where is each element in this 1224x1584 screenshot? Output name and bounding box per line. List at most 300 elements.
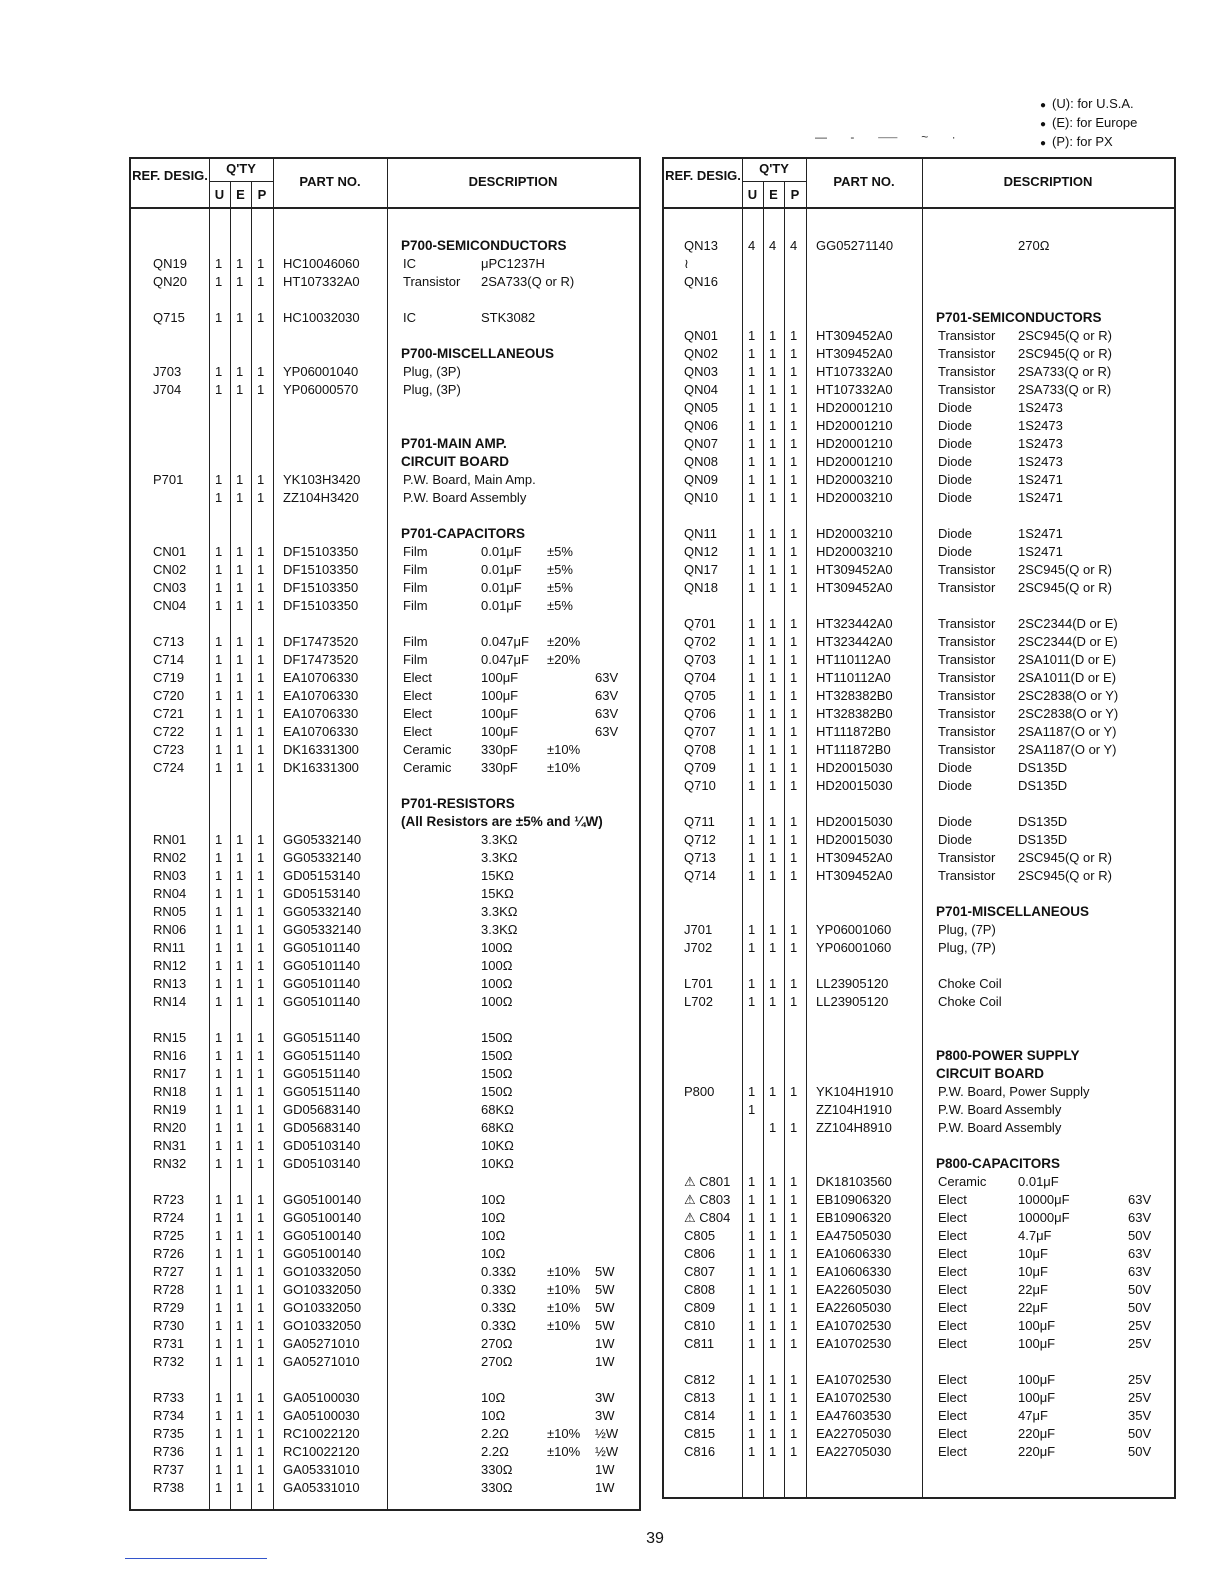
desc-type: Film <box>403 544 428 559</box>
qty-u: 1 <box>215 544 223 559</box>
ref-desig: RN18 <box>153 1084 187 1099</box>
ref-desig: R728 <box>153 1282 185 1297</box>
desc-type: Diode <box>938 490 972 505</box>
part-number: DF15103350 <box>283 598 359 613</box>
desc-value: 0.01μF <box>481 598 522 613</box>
qty-u: 1 <box>215 922 223 937</box>
ref-desig: C816 <box>684 1444 716 1459</box>
part-number: GG05271140 <box>816 238 894 253</box>
qty-p: 1 <box>257 274 265 289</box>
part-number: GG05332140 <box>283 922 362 937</box>
ref-desig: C814 <box>684 1408 716 1423</box>
desc-value: 1S2471 <box>1018 544 1063 559</box>
qty-p: 1 <box>790 1336 798 1351</box>
qty-e: 1 <box>236 886 244 901</box>
table-row <box>664 1245 1174 1263</box>
desc-value: 150Ω <box>481 1030 513 1045</box>
ref-desig: C805 <box>684 1228 716 1243</box>
qty-u: 1 <box>215 1084 223 1099</box>
desc-rating: 63V <box>1128 1264 1152 1279</box>
ref-desig: CN04 <box>153 598 187 613</box>
desc-type: Ceramic <box>403 742 452 757</box>
desc-type: Elect <box>403 706 432 721</box>
qty-u: 1 <box>215 958 223 973</box>
qty-p: 1 <box>257 634 265 649</box>
qty-p: 1 <box>257 1336 265 1351</box>
part-number: GG05151140 <box>283 1084 361 1099</box>
ref-desig: R737 <box>153 1462 185 1477</box>
part-number: GG05100140 <box>283 1246 362 1261</box>
desc-type: Plug, (7P) <box>938 940 996 955</box>
table-row <box>131 579 639 597</box>
qty-p: 1 <box>257 256 265 271</box>
qty-e: 1 <box>236 1354 244 1369</box>
desc-value: 2SC2838(O or Y) <box>1018 706 1119 721</box>
desc-value: 2SC2838(O or Y) <box>1018 688 1119 703</box>
qty-e: 1 <box>769 1318 777 1333</box>
desc-value: 68KΩ <box>481 1102 514 1117</box>
table-row <box>664 1083 1174 1101</box>
qty-u: 1 <box>215 1120 223 1135</box>
qty-e: 1 <box>769 706 777 721</box>
qty-e: 1 <box>236 490 244 505</box>
part-number: ZZ104H3420 <box>283 490 359 505</box>
part-number: HT107332A0 <box>816 382 893 397</box>
desc-value: 10000μF <box>1018 1192 1070 1207</box>
qty-p: 1 <box>790 1282 798 1297</box>
qty-p: 1 <box>257 1480 265 1495</box>
table-row <box>664 543 1174 561</box>
qty-e: 1 <box>236 742 244 757</box>
section-heading: P700-SEMICONDUCTORS <box>401 238 567 253</box>
table-row <box>131 471 639 489</box>
qty-p: 1 <box>257 598 265 613</box>
ref-desig: C713 <box>153 634 185 649</box>
part-number: EA10702530 <box>816 1336 892 1351</box>
qty-p: 1 <box>257 886 265 901</box>
desc-type: Transistor <box>938 724 996 739</box>
desc-type: Diode <box>938 526 972 541</box>
part-number: GA05271010 <box>283 1336 360 1351</box>
qty-p: 1 <box>257 1300 265 1315</box>
qty-u: 1 <box>215 850 223 865</box>
qty-u: 1 <box>748 1408 756 1423</box>
qty-e: 1 <box>769 742 777 757</box>
ref-desig: C724 <box>153 760 185 775</box>
qty-e: 1 <box>236 1408 244 1423</box>
part-number: EB10906320 <box>816 1210 892 1225</box>
table-row <box>664 453 1174 471</box>
table-row <box>664 723 1174 741</box>
qty-e: 1 <box>769 616 777 631</box>
part-number: GD05153140 <box>283 868 361 883</box>
table-row <box>664 525 1174 543</box>
qty-u: 1 <box>748 940 756 955</box>
qty-p: 1 <box>790 346 798 361</box>
qty-u: 1 <box>748 544 756 559</box>
table-row <box>664 381 1174 399</box>
qty-u: 1 <box>215 490 223 505</box>
table-row <box>131 687 639 705</box>
desc-type: Film <box>403 580 428 595</box>
qty-u: 1 <box>215 1444 223 1459</box>
qty-e: 1 <box>236 274 244 289</box>
qty-u: 1 <box>215 1462 223 1477</box>
table-row <box>664 489 1174 507</box>
table-row <box>664 1227 1174 1245</box>
qty-e: 1 <box>769 1246 777 1261</box>
qty-p: 1 <box>790 544 798 559</box>
qty-p: 1 <box>790 1120 798 1135</box>
part-number: EB10906320 <box>816 1192 892 1207</box>
qty-p: 1 <box>257 724 265 739</box>
table-row <box>131 1209 639 1227</box>
ref-desig: C808 <box>684 1282 716 1297</box>
desc-value: 0.047μF <box>481 652 529 667</box>
qty-p: 1 <box>257 1084 265 1099</box>
part-number: HT323442A0 <box>816 616 893 631</box>
ref-desig: QN19 <box>153 256 187 271</box>
parts-table-left <box>129 157 641 1511</box>
desc-value: 100μF <box>1018 1336 1056 1351</box>
qty-p: 1 <box>257 976 265 991</box>
table-row <box>131 1119 639 1137</box>
qty-e: 1 <box>236 544 244 559</box>
qty-u: 1 <box>215 832 223 847</box>
ref-desig: J702 <box>684 940 713 955</box>
qty-u: 1 <box>748 1372 756 1387</box>
qty-u: 1 <box>215 742 223 757</box>
ref-desig: RN14 <box>153 994 187 1009</box>
desc-type: Diode <box>938 400 972 415</box>
desc-type: Film <box>403 598 428 613</box>
qty-u: 1 <box>748 490 756 505</box>
ref-desig: ⚠ C804 <box>684 1210 731 1225</box>
table-row <box>131 975 639 993</box>
ref-desig: QN05 <box>684 400 718 415</box>
ref-desig: QN01 <box>684 328 718 343</box>
ref-desig: Q712 <box>684 832 716 847</box>
qty-p: 1 <box>790 1246 798 1261</box>
qty-e: 1 <box>236 1102 244 1117</box>
qty-e: 1 <box>769 544 777 559</box>
qty-e: 1 <box>236 1480 244 1495</box>
desc-value: 10Ω <box>481 1246 506 1261</box>
header-description: DESCRIPTION <box>1003 174 1093 189</box>
table-row <box>664 255 1174 273</box>
qty-p: 1 <box>790 418 798 433</box>
desc-tolerance: ±10% <box>547 1318 581 1333</box>
desc-value: 2SC945(Q or R) <box>1018 850 1112 865</box>
table-row <box>131 1353 639 1371</box>
qty-p: 1 <box>257 544 265 559</box>
qty-u: 1 <box>748 706 756 721</box>
desc-value: 0.01μF <box>1018 1174 1059 1189</box>
ref-desig: J701 <box>684 922 713 937</box>
table-row <box>131 1425 639 1443</box>
desc-value: 100μF <box>481 688 519 703</box>
ref-desig: Q710 <box>684 778 716 793</box>
qty-e: 1 <box>769 778 777 793</box>
qty-e: 1 <box>769 436 777 451</box>
section-heading: P800-POWER SUPPLY <box>936 1048 1080 1063</box>
desc-rating: 35V <box>1128 1408 1152 1423</box>
qty-u: 1 <box>748 994 756 1009</box>
qty-e: 1 <box>769 454 777 469</box>
qty-p: 1 <box>257 364 265 379</box>
desc-rating: 1W <box>595 1480 615 1495</box>
table-row <box>664 831 1174 849</box>
qty-e: 1 <box>236 706 244 721</box>
desc-value: 270Ω <box>481 1354 513 1369</box>
ref-desig: J703 <box>153 364 182 379</box>
part-number: EA10702530 <box>816 1318 892 1333</box>
qty-e: 1 <box>769 1174 777 1189</box>
qty-e: 1 <box>236 364 244 379</box>
desc-rating: ½W <box>595 1426 619 1441</box>
qty-u: 1 <box>748 418 756 433</box>
desc-value: 0.047μF <box>481 634 529 649</box>
part-number: HT111872B0 <box>816 742 891 757</box>
qty-u: 1 <box>215 1408 223 1423</box>
desc-type: Transistor <box>938 652 996 667</box>
desc-type: Diode <box>938 436 972 451</box>
qty-e: 1 <box>769 526 777 541</box>
desc-type: Transistor <box>938 328 996 343</box>
table-row <box>131 1335 639 1353</box>
desc-value: STK3082 <box>481 310 536 325</box>
part-number: HD20015030 <box>816 832 893 847</box>
desc-tolerance: ±10% <box>547 1444 581 1459</box>
desc-value: 10Ω <box>481 1228 506 1243</box>
qty-u: 1 <box>748 616 756 631</box>
desc-type: P.W. Board Assembly <box>403 490 527 505</box>
table-row <box>664 1191 1174 1209</box>
table-row <box>664 417 1174 435</box>
desc-value: 100μF <box>1018 1372 1056 1387</box>
desc-rating: 25V <box>1128 1336 1152 1351</box>
table-row <box>131 381 639 399</box>
ref-desig: ≀ <box>684 256 689 271</box>
qty-e: 1 <box>769 1372 777 1387</box>
qty-u: 1 <box>748 562 756 577</box>
qty-u: 1 <box>748 1282 756 1297</box>
desc-value: 220μF <box>1018 1426 1056 1441</box>
part-number: HD20015030 <box>816 760 893 775</box>
desc-value: 0.01μF <box>481 580 522 595</box>
part-number: HT328382B0 <box>816 706 893 721</box>
part-number: HT107332A0 <box>816 364 893 379</box>
region-legend <box>1040 95 1137 152</box>
qty-p: 1 <box>257 1138 265 1153</box>
qty-e: 1 <box>236 598 244 613</box>
qty-p: 1 <box>257 382 265 397</box>
table-row <box>664 363 1174 381</box>
table-row <box>131 1227 639 1245</box>
desc-rating: 63V <box>1128 1210 1152 1225</box>
desc-value: 2.2Ω <box>481 1444 509 1459</box>
part-number: DF17473520 <box>283 634 359 649</box>
desc-rating: 50V <box>1128 1228 1152 1243</box>
part-number: HD20015030 <box>816 814 893 829</box>
ref-desig: Q707 <box>684 724 716 739</box>
qty-e: 1 <box>236 1048 244 1063</box>
desc-type: Elect <box>403 724 432 739</box>
desc-value: 150Ω <box>481 1066 513 1081</box>
qty-u: 1 <box>215 310 223 325</box>
qty-p: 1 <box>790 1372 798 1387</box>
qty-u: 1 <box>748 1210 756 1225</box>
qty-e: 1 <box>236 670 244 685</box>
part-number: HT110112A0 <box>816 652 891 667</box>
part-number: GA05331010 <box>283 1462 360 1477</box>
desc-value: 330Ω <box>481 1462 513 1477</box>
ref-desig: CN03 <box>153 580 187 595</box>
table-row <box>131 669 639 687</box>
desc-value: 10Ω <box>481 1192 506 1207</box>
qty-p: 1 <box>790 742 798 757</box>
qty-e: 1 <box>236 1192 244 1207</box>
section-heading: CIRCUIT BOARD <box>936 1066 1044 1081</box>
qty-e: 1 <box>769 580 777 595</box>
qty-p: 1 <box>790 1174 798 1189</box>
part-number: HD20001210 <box>816 454 893 469</box>
desc-value: 68KΩ <box>481 1120 514 1135</box>
desc-value: 2SC2344(D or E) <box>1018 634 1118 649</box>
qty-p: 1 <box>790 1444 798 1459</box>
table-row <box>131 939 639 957</box>
part-number: GG05151140 <box>283 1066 361 1081</box>
table-row <box>664 1407 1174 1425</box>
desc-tolerance: ±10% <box>547 1426 581 1441</box>
table-row <box>131 957 639 975</box>
ref-desig: RN15 <box>153 1030 187 1045</box>
qty-e: 1 <box>236 832 244 847</box>
desc-type: P.W. Board Assembly <box>938 1120 1062 1135</box>
qty-u: 1 <box>748 436 756 451</box>
qty-p: 1 <box>790 976 798 991</box>
table-row <box>131 273 639 291</box>
desc-type: Elect <box>938 1210 967 1225</box>
part-number: HD20001210 <box>816 418 893 433</box>
table-row <box>664 759 1174 777</box>
ref-desig: Q702 <box>684 634 716 649</box>
qty-e: 1 <box>236 1462 244 1477</box>
part-number: GG05101140 <box>283 958 361 973</box>
qty-u: 1 <box>748 364 756 379</box>
ref-desig: RN11 <box>153 940 186 955</box>
legend-europe: ● (E): for Europe <box>1040 114 1137 133</box>
qty-e: 1 <box>769 1408 777 1423</box>
header-description: DESCRIPTION <box>468 174 558 189</box>
parts-table-right <box>662 157 1176 1499</box>
table-row <box>664 399 1174 417</box>
qty-e: 1 <box>236 1210 244 1225</box>
qty-p: 1 <box>257 562 265 577</box>
qty-p: 1 <box>257 1318 265 1333</box>
ref-desig: C812 <box>684 1372 716 1387</box>
desc-rating: 63V <box>595 724 619 739</box>
desc-value: 22μF <box>1018 1300 1048 1315</box>
table-row <box>131 1191 639 1209</box>
qty-u: 1 <box>215 1228 223 1243</box>
desc-type: Elect <box>938 1282 967 1297</box>
table-row <box>131 1101 639 1119</box>
desc-value: 2SA1187(O or Y) <box>1018 724 1117 739</box>
qty-u: 1 <box>215 994 223 1009</box>
table-row <box>131 741 639 759</box>
qty-e: 1 <box>236 1390 244 1405</box>
ref-desig: Q704 <box>684 670 716 685</box>
qty-p: 1 <box>790 328 798 343</box>
part-number: YK104H1910 <box>816 1084 894 1099</box>
desc-value: 100μF <box>1018 1318 1056 1333</box>
ref-desig: RN01 <box>153 832 187 847</box>
table-row <box>664 345 1174 363</box>
part-number: GA05100030 <box>283 1408 360 1423</box>
desc-value: 1S2473 <box>1018 454 1063 469</box>
table-row <box>664 777 1174 795</box>
ref-desig: C813 <box>684 1390 716 1405</box>
qty-e: 1 <box>769 634 777 649</box>
desc-value: 2SC2344(D or E) <box>1018 616 1118 631</box>
qty-u: 1 <box>215 1030 223 1045</box>
desc-tolerance: ±10% <box>547 742 581 757</box>
ref-desig: C720 <box>153 688 185 703</box>
desc-rating: 50V <box>1128 1426 1152 1441</box>
ref-desig: QN16 <box>684 274 718 289</box>
desc-tolerance: ±5% <box>547 562 573 577</box>
desc-value: 0.33Ω <box>481 1282 517 1297</box>
ref-desig: R738 <box>153 1480 185 1495</box>
qty-p: 1 <box>790 436 798 451</box>
part-number: YP06001060 <box>816 940 892 955</box>
qty-e: 1 <box>236 868 244 883</box>
desc-rating: 50V <box>1128 1444 1152 1459</box>
qty-u: 1 <box>215 670 223 685</box>
qty-u: 1 <box>748 1318 756 1333</box>
desc-type: Choke Coil <box>938 994 1002 1009</box>
part-number: HT107332A0 <box>283 274 360 289</box>
qty-e: 1 <box>769 1390 777 1405</box>
table-row <box>664 975 1174 993</box>
part-number: HT309452A0 <box>816 850 893 865</box>
qty-u: 1 <box>748 778 756 793</box>
desc-type: Elect <box>938 1408 967 1423</box>
qty-p: 1 <box>790 490 798 505</box>
desc-type: Transistor <box>938 850 996 865</box>
qty-p: 1 <box>790 1084 798 1099</box>
table-row <box>131 255 639 273</box>
header-ref-desig: REF. DESIG. <box>132 168 208 183</box>
header-part-no: PART NO. <box>833 174 895 189</box>
part-number: HD20001210 <box>816 436 893 451</box>
desc-value: DS135D <box>1018 832 1068 847</box>
qty-u: 1 <box>748 1426 756 1441</box>
table-row <box>131 1155 639 1173</box>
part-number: GO10332050 <box>283 1282 362 1297</box>
desc-value: 10Ω <box>481 1210 506 1225</box>
desc-type: IC <box>403 310 416 325</box>
qty-e: 1 <box>769 760 777 775</box>
qty-e: 1 <box>236 580 244 595</box>
qty-e: 1 <box>236 634 244 649</box>
qty-u: 1 <box>215 634 223 649</box>
qty-u: 1 <box>215 1048 223 1063</box>
table-row <box>131 705 639 723</box>
part-number: EA10702530 <box>816 1372 892 1387</box>
part-number: DK18103560 <box>816 1174 892 1189</box>
